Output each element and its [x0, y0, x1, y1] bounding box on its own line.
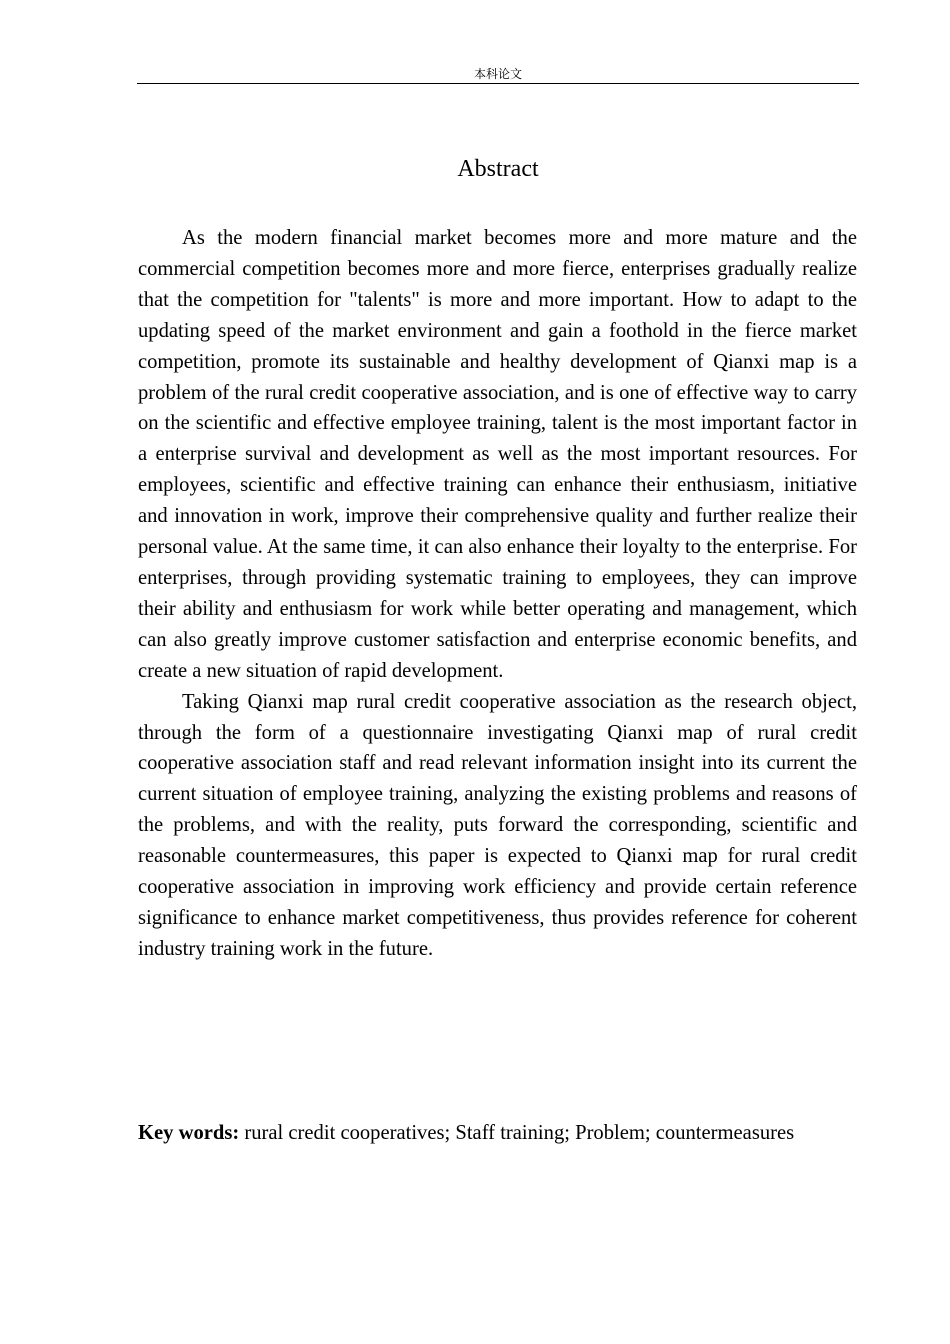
keywords-line	[138, 1118, 898, 1149]
header-divider	[137, 83, 859, 84]
abstract-body	[138, 223, 857, 965]
abstract-paragraph: Taking Qianxi map rural credit cooperative association as the research object, through the form of a questionnaire investigating Qianxi map of rural credit cooperative association staff and read relevant information insight into its current the current situation of employee training, analyzing the existing problems and reasons of the problems, and with the reality, puts forward the corresponding, scientific and reasonable countermeasures, this paper is expected to Qianxi map for rural credit cooperative association in improving work efficiency and provide certain reference significance to enhance market competitiveness, thus provides reference for coherent industry training work in the future.	[138, 690, 857, 960]
keywords-value: rural credit cooperatives; Staff training; Problem; countermeasures	[239, 1122, 795, 1144]
running-header: 本科论文	[473, 67, 522, 81]
abstract-title: Abstract	[457, 156, 539, 182]
abstract-paragraph: As the modern financial market becomes more and more mature and the commercial competition becomes more and more fierce, enterprises gradually realize that the competition for "talents" is more and more important. How to adapt to the updating speed of the market environment and gain a foothold in the fierce market competition, promote its sustainable and healthy development of Qianxi map is a problem of the rural credit cooperative association, and is one of effective way to carry on the scientific and effective employee training, talent is the most important factor in a enterprise survival and development as well as the most important resources. For employees, scientific and effective training can enhance their enthusiasm, initiative and innovation in work, improve their comprehensive quality and further realize their personal value. At the same time, it can also enhance their loyalty to the enterprise. For enterprises, through providing systematic training to employees, they can improve their ability and enthusiasm for work while better operating and management, which can also greatly improve customer satisfaction and enterprise economic benefits, and create a new situation of rapid development.	[138, 227, 857, 682]
keywords-label: Key words:	[138, 1122, 240, 1144]
